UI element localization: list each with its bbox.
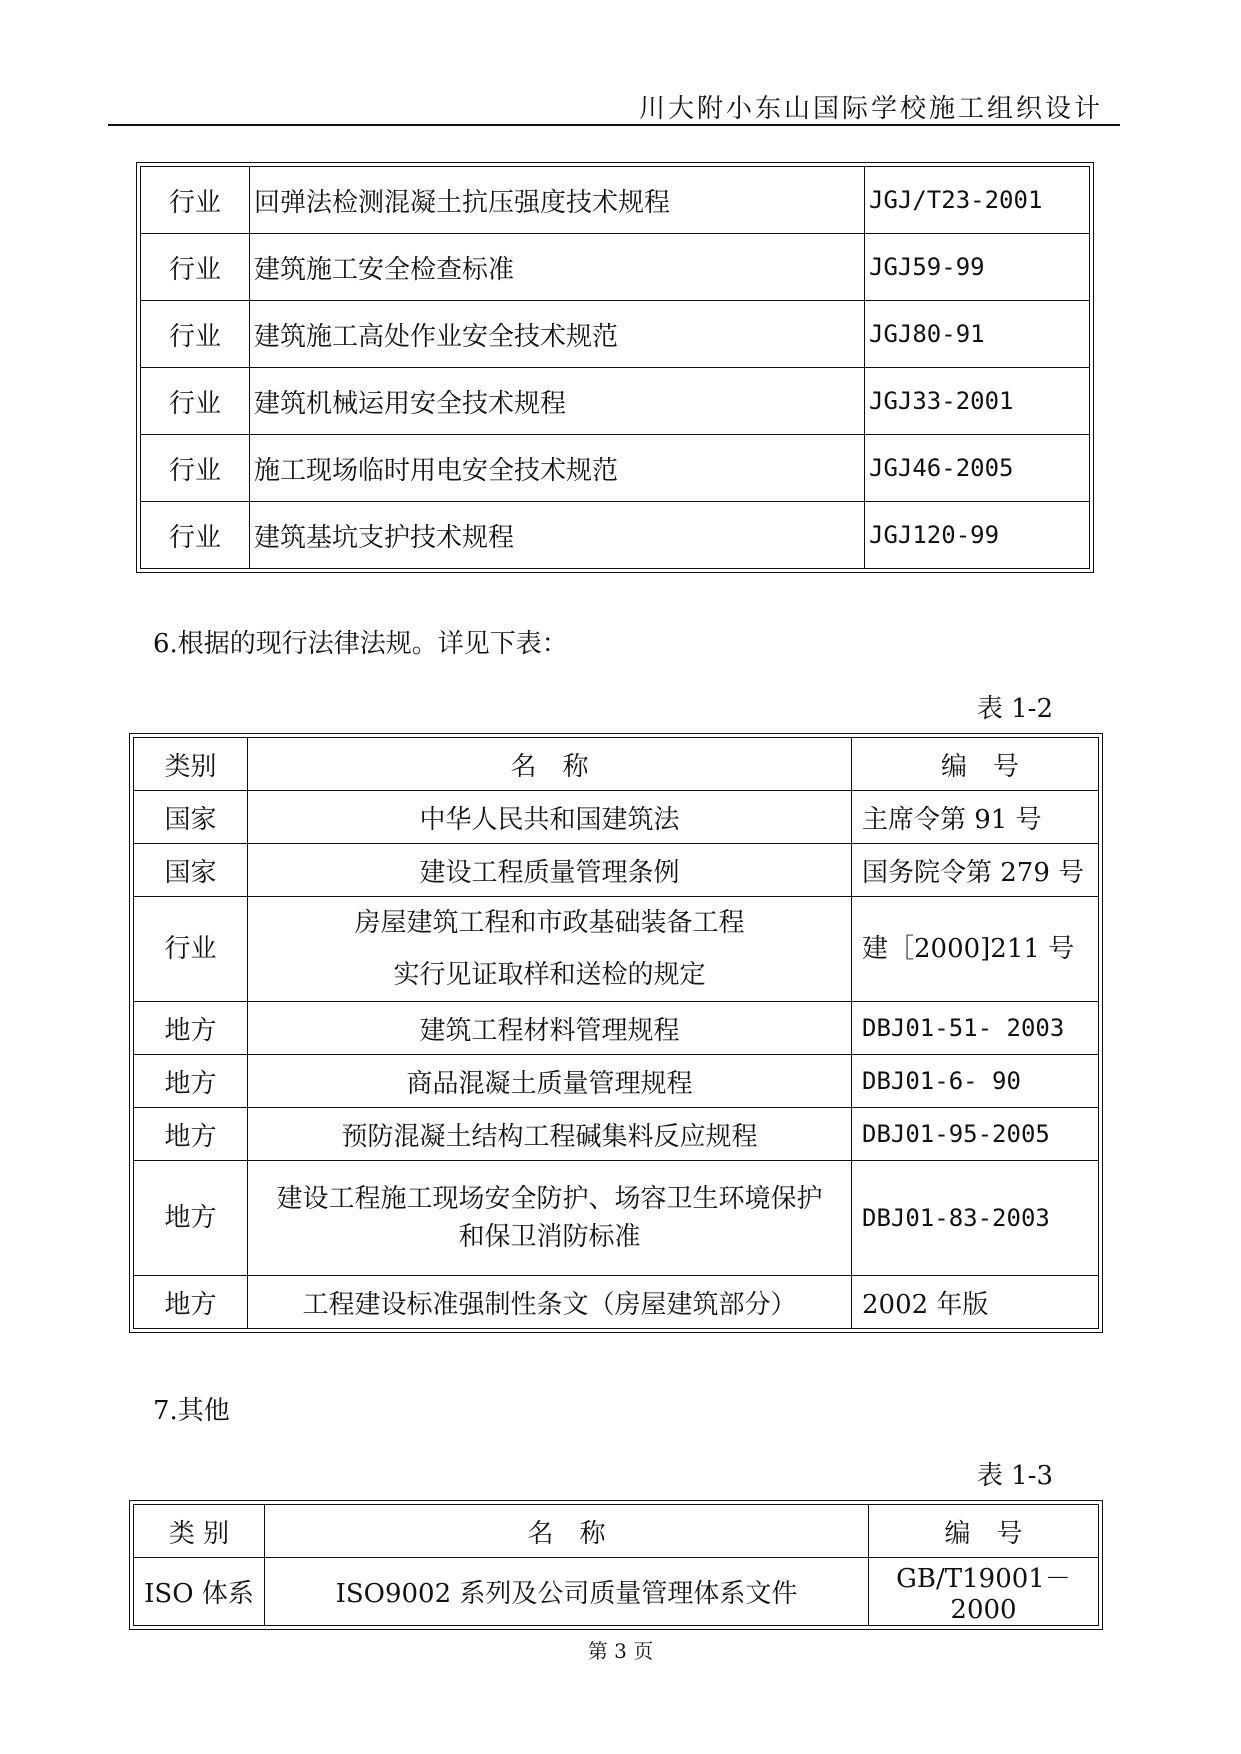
name-line-1: 房屋建筑工程和市政基础装备工程 <box>354 908 745 938</box>
category-cell: 地方 <box>134 1161 248 1276</box>
code-cell: DBJ01-6- 90 <box>852 1055 1099 1108</box>
table-row <box>134 1276 1099 1329</box>
category-cell: 地方 <box>134 1108 248 1161</box>
table-row <box>141 234 1090 301</box>
laws-table <box>133 737 1099 1329</box>
section-6-text: 6.根据的现行法律法规。详见下表： <box>153 629 568 659</box>
name-line-2: 和保卫消防标准 <box>458 1222 641 1252</box>
table-row <box>141 435 1090 502</box>
section-7-text: 7.其他 <box>153 1396 230 1426</box>
table-row <box>134 897 1099 1002</box>
header-rule <box>108 124 1120 126</box>
name-cell: 建设工程质量管理条例 <box>248 844 852 897</box>
table-row <box>134 1161 1099 1276</box>
name-line-2: 实行见证取样和送检的规定 <box>393 960 706 990</box>
category-cell: 国家 <box>134 844 248 897</box>
name-cell: 工程建设标准强制性条文（房屋建筑部分） <box>248 1276 852 1329</box>
category-cell: 地方 <box>134 1002 248 1055</box>
name-cell: 回弹法检测混凝土抗压强度技术规程 <box>250 167 865 234</box>
header-name: 名 称 <box>248 738 852 791</box>
table-row <box>134 1108 1099 1161</box>
name-cell: 建筑工程材料管理规程 <box>248 1002 852 1055</box>
table-row <box>134 791 1099 844</box>
header-category: 类 别 <box>134 1505 265 1558</box>
table-row <box>141 167 1090 234</box>
code-cell: 2002 年版 <box>852 1276 1099 1329</box>
table-row <box>141 368 1090 435</box>
table-caption-1-3: 表 1-3 <box>976 1461 1053 1491</box>
table-header-row <box>134 1505 1099 1558</box>
category-cell: 行业 <box>141 435 250 502</box>
other-table <box>133 1504 1099 1626</box>
name-cell: 建筑施工安全检查标准 <box>250 234 865 301</box>
table-row <box>141 502 1090 569</box>
table-header-row <box>134 738 1099 791</box>
table-row <box>141 301 1090 368</box>
category-cell: 行业 <box>141 301 250 368</box>
code-cell: JGJ33-2001 <box>865 368 1090 435</box>
code-cell: JGJ80-91 <box>865 301 1090 368</box>
table-row <box>134 1002 1099 1055</box>
code-cell: DBJ01-95-2005 <box>852 1108 1099 1161</box>
name-cell: 商品混凝土质量管理规程 <box>248 1055 852 1108</box>
header-category: 类别 <box>134 738 248 791</box>
category-cell: 行业 <box>141 234 250 301</box>
header-name: 名 称 <box>265 1505 869 1558</box>
code-cell: JGJ/T23-2001 <box>865 167 1090 234</box>
name-cell: 建筑基坑支护技术规程 <box>250 502 865 569</box>
table-row <box>134 844 1099 897</box>
category-cell: 行业 <box>141 167 250 234</box>
category-cell: 地方 <box>134 1055 248 1108</box>
name-cell: 施工现场临时用电安全技术规范 <box>250 435 865 502</box>
name-cell: ISO9002 系列及公司质量管理体系文件 <box>265 1558 869 1626</box>
table-row <box>134 1558 1099 1626</box>
code-cell: 主席令第 91 号 <box>852 791 1099 844</box>
table-caption-1-2: 表 1-2 <box>976 694 1053 724</box>
header-code: 编 号 <box>852 738 1099 791</box>
code-cell: JGJ120-99 <box>865 502 1090 569</box>
code-cell: 国务院令第 279 号 <box>852 844 1099 897</box>
category-cell: ISO 体系 <box>134 1558 265 1626</box>
code-cell: DBJ01-83-2003 <box>852 1161 1099 1276</box>
name-cell: 中华人民共和国建筑法 <box>248 791 852 844</box>
page-number: 第 3 页 <box>587 1639 654 1663</box>
header-code: 编 号 <box>869 1505 1099 1558</box>
standards-table <box>140 166 1090 569</box>
name-line-1: 建设工程施工现场安全防护、场容卫生环境保护 <box>276 1184 823 1214</box>
name-cell <box>248 1161 852 1276</box>
name-cell: 建筑机械运用安全技术规程 <box>250 368 865 435</box>
code-cell: JGJ46-2005 <box>865 435 1090 502</box>
category-cell: 行业 <box>141 502 250 569</box>
name-cell: 预防混凝土结构工程碱集料反应规程 <box>248 1108 852 1161</box>
page-header-title: 川大附小东山国际学校施工组织设计 <box>638 94 1103 124</box>
category-cell: 行业 <box>141 368 250 435</box>
name-cell: 建筑施工高处作业安全技术规范 <box>250 301 865 368</box>
category-cell: 国家 <box>134 791 248 844</box>
code-cell: JGJ59-99 <box>865 234 1090 301</box>
code-cell: DBJ01-51- 2003 <box>852 1002 1099 1055</box>
code-cell: GB/T19001－2000 <box>869 1558 1099 1626</box>
table-row <box>134 1055 1099 1108</box>
name-cell <box>248 897 852 1002</box>
category-cell: 行业 <box>134 897 248 1002</box>
category-cell: 地方 <box>134 1276 248 1329</box>
code-cell: 建［2000]211 号 <box>852 897 1099 1002</box>
